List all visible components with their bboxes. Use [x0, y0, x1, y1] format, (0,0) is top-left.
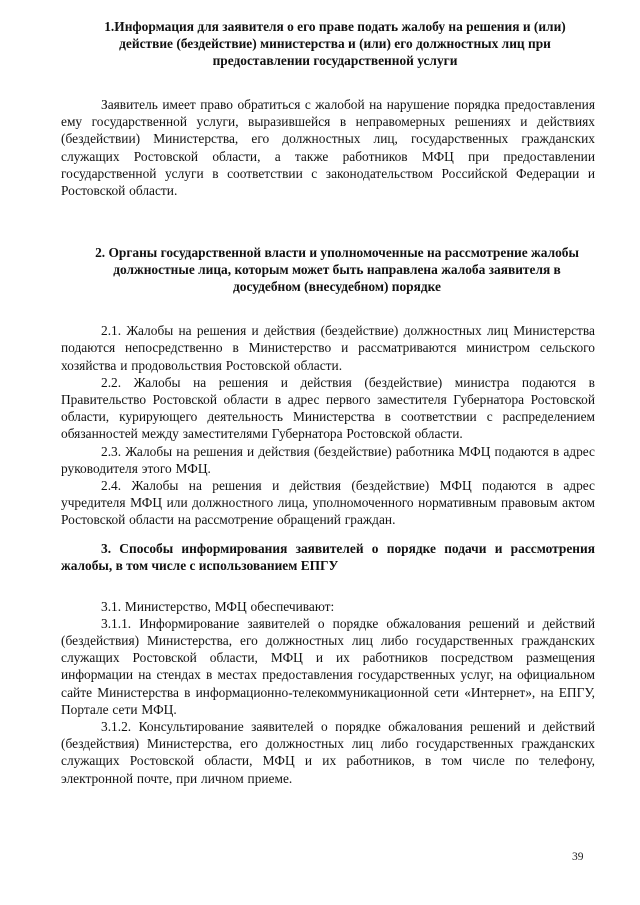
section-1-paragraph: Заявитель имеет право обратиться с жалобой на нарушение порядка предоставления ему государственной услуги, выразившейся в неправомерных решениях и действиях (бездействии) Министерства, его должностных лиц, государственных гражданских служащих Ростовской области, а также работников МФЦ при предоставлении государственной услуги в соответствии с законодательством Российской Федерации и Ростовской области. [61, 97, 595, 199]
section-1-heading: 1.Информация для заявителя о его праве подать жалобу на решения и (или) действие (бездействие) министерства и (или) его должностных лиц при предоставлении государственной услуги [104, 19, 566, 68]
section-2-item-2-1: 2.1. Жалобы на решения и действия (бездействие) должностных лиц Министерства подаются непосредственно в Министерство и рассматриваются министром сельского хозяйства и продовольствия Ростовской области. [61, 323, 595, 373]
section-3-item-3-1: 3.1. Министерство, МФЦ обеспечивают: [101, 598, 335, 614]
page-number: 39 [572, 851, 584, 863]
section-3-heading: 3. Способы информирования заявителей о порядке подачи и рассмотрения жалобы, в том числе с использованием ЕПГУ [61, 540, 595, 573]
section-2-item-2-4: 2.4. Жалобы на решения и действия (бездействие) МФЦ подаются в адрес учредителя МФЦ или должностного лица, уполномоченного нормативным правовым актом Ростовской области на рассмотрение обращений граждан. [61, 478, 595, 528]
section-2-item-2-2: 2.2. Жалобы на решения и действия (бездействие) министра подаются в Правительство Ростовской области в адрес первого заместителя Губернатора Ростовской области, курирующего деятельность Министерства в соответствии с распределением обязанностей между заместителями Губернатора Ростовской области. [61, 374, 595, 442]
section-3-item-3-1-2: 3.1.2. Консультирование заявителей о порядке обжалования решений и действий (бездействия) Министерства, его должностных лиц либо государственных гражданских служащих Ростовской области, МФЦ и их работников, в том числе по телефону, электронной почте, при личном приеме. [61, 719, 595, 786]
document-page [61, 18, 595, 787]
section-2-heading: 2. Органы государственной власти и уполномоченные на рассмотрение жалобы должностные лица, которым может быть направлена жалоба заявителя в досудебном (внесудебном) порядке [95, 245, 579, 295]
section-2-item-2-3: 2.3. Жалобы на решения и действия (бездействие) работника МФЦ подаются в адрес руководителя этого МФЦ. [61, 443, 595, 476]
section-3-item-3-1-1: 3.1.1. Информирование заявителей о порядке обжалования решений и действий (бездействия) Министерства, его должностных лиц либо государственных гражданских служащих Ростовской области, МФЦ и их работников посредством размещения информации на стендах в местах предоставления государственных услуг, на официальном сайте Министерства в информационно-телекоммуникационной сети «Интернет», на ЕПГУ, Портале сети МФЦ. [61, 615, 595, 717]
